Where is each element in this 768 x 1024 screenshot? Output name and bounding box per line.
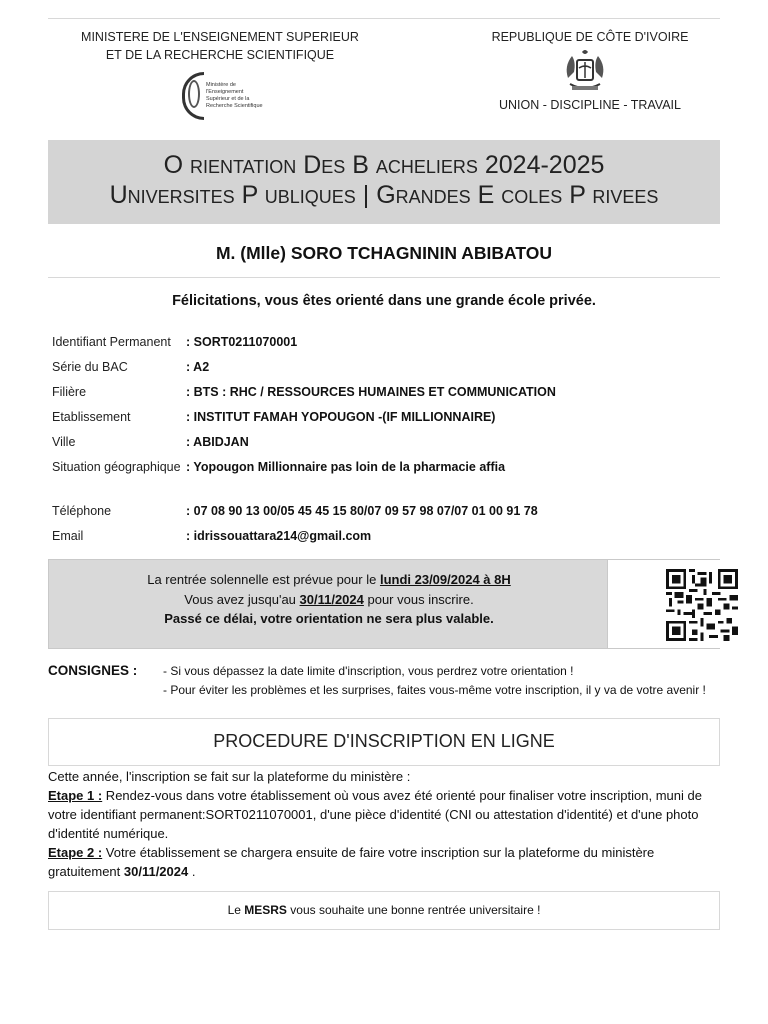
info-row-email: [52, 528, 712, 553]
consigne-item: - Si vous dépassez la date limite d'inscription, vous perdrez votre orientation !: [163, 664, 574, 678]
info-row-telephone: [52, 503, 712, 528]
rentree-notice: [48, 559, 720, 649]
qr-code-panel: [607, 560, 720, 648]
ministry-line-1: MINISTERE DE L'ENSEIGNEMENT SUPERIEUR: [81, 30, 359, 44]
name-divider: [48, 277, 720, 278]
info-label: Série du BAC: [52, 360, 128, 374]
info-row-filiere: [52, 384, 712, 409]
procedure-text: [48, 767, 720, 881]
ministry-line-2: ET DE LA RECHERCHE SCIENTIFIQUE: [105, 48, 335, 62]
info-row-etablissement: [52, 409, 712, 434]
ministry-logo: [178, 70, 264, 124]
info-value: : idrissouattara214@gmail.com: [186, 529, 372, 543]
info-value: : BTS : RHC / RESSOURCES HUMAINES ET COMMUNICATION: [186, 385, 556, 399]
consignes-list: [163, 662, 713, 699]
info-value: : 07 08 90 13 00/05 45 45 15 80/07 09 57 98 07/07 01 00 91 78: [186, 504, 538, 518]
congratulations-message: Félicitations, vous êtes orienté dans une grande école privée.: [172, 293, 596, 309]
ministry-logo-text: Ministère de l'Enseignement Supérieur et de la Recherche Scientifique: [206, 82, 263, 109]
info-label: Ville: [52, 435, 76, 449]
student-name: M. (Mlle) SORO TCHAGNININ ABIBATOU: [215, 243, 553, 263]
consigne-item: - Pour éviter les problèmes et les surprises, faites vous-même votre inscription, il y va de votre avenir !: [163, 682, 706, 697]
info-row-identifiant: [52, 334, 712, 359]
step-1-label: Etape 1 :: [48, 788, 103, 803]
info-value: : A2: [186, 360, 210, 374]
info-value: : ABIDJAN: [186, 435, 249, 449]
info-value: : INSTITUT FAMAH YOPOUGON -(IF MILLIONNAIRE): [186, 410, 496, 424]
procedure-title: PROCEDURE D'INSCRIPTION EN LIGNE: [48, 718, 720, 766]
info-label: Situation géographique: [52, 460, 181, 474]
footer-org: MESRS: [244, 903, 287, 917]
consignes-label: CONSIGNES :: [48, 663, 138, 678]
info-label: Email: [52, 529, 84, 543]
info-label: Filière: [52, 385, 87, 399]
info-label: Etablissement: [52, 410, 131, 424]
info-value: : SORT0211070001: [186, 335, 298, 349]
republic-header: [470, 28, 710, 46]
title-line-1: O rientation Des B acheliers 2024-2025: [163, 151, 605, 179]
republic-name: REPUBLIQUE DE CÔTE D'IVOIRE: [491, 30, 689, 44]
title-line-2: Universites P ubliques | Grandes E coles P rivees: [109, 181, 659, 209]
footer-message: Le MESRS vous souhaite une bonne rentrée universitaire !: [48, 891, 720, 930]
deadline-date: 30/11/2024: [299, 591, 364, 607]
deadline-warning: Passé ce délai, votre orientation ne sera plus valable.: [164, 611, 494, 626]
info-value: : Yopougon Millionnaire pas loin de la pharmacie affia: [186, 460, 506, 474]
procedure-step-1: Etape 1 : Rendez-vous dans votre établissement où vous avez été orienté pour finaliser votre inscription, muni de votre identifiant permanent:SORT0211070001, d'une pièce d'identité (CNI ou attestation d'identité) et d'une photo d'identité numérique.: [48, 788, 702, 841]
qr-code-icon: [664, 569, 740, 641]
info-label: Identifiant Permanent: [52, 335, 171, 349]
title-banner: [48, 140, 720, 224]
top-divider: [48, 18, 720, 19]
motto: UNION - DISCIPLINE - TRAVAIL: [499, 98, 681, 112]
step-2-label: Etape 2 :: [48, 845, 103, 860]
student-info-table: [52, 334, 712, 553]
info-row-situation: [52, 459, 712, 503]
info-row-ville: [52, 434, 712, 459]
ministry-header: [60, 28, 380, 64]
rentree-message: La rentrée solennelle est prévue pour le lundi 23/09/2024 à 8H Vous avez jusqu'au 30/11/2024 pour vous inscrire. Passé ce délai, votre orientation ne sera plus valable.: [49, 570, 609, 629]
info-label: Téléphone: [52, 504, 112, 518]
procedure-step-2: Etape 2 : Votre établissement se chargera ensuite de faire votre inscription sur la plateforme du ministère gratuitement 30/11/2024 .: [48, 845, 655, 879]
info-row-serie: [52, 359, 712, 384]
coat-of-arms-icon: [560, 48, 610, 96]
rentree-date: lundi 23/09/2024 à 8H: [379, 572, 511, 587]
procedure-intro: Cette année, l'inscription se fait sur la plateforme du ministère :: [48, 769, 411, 784]
